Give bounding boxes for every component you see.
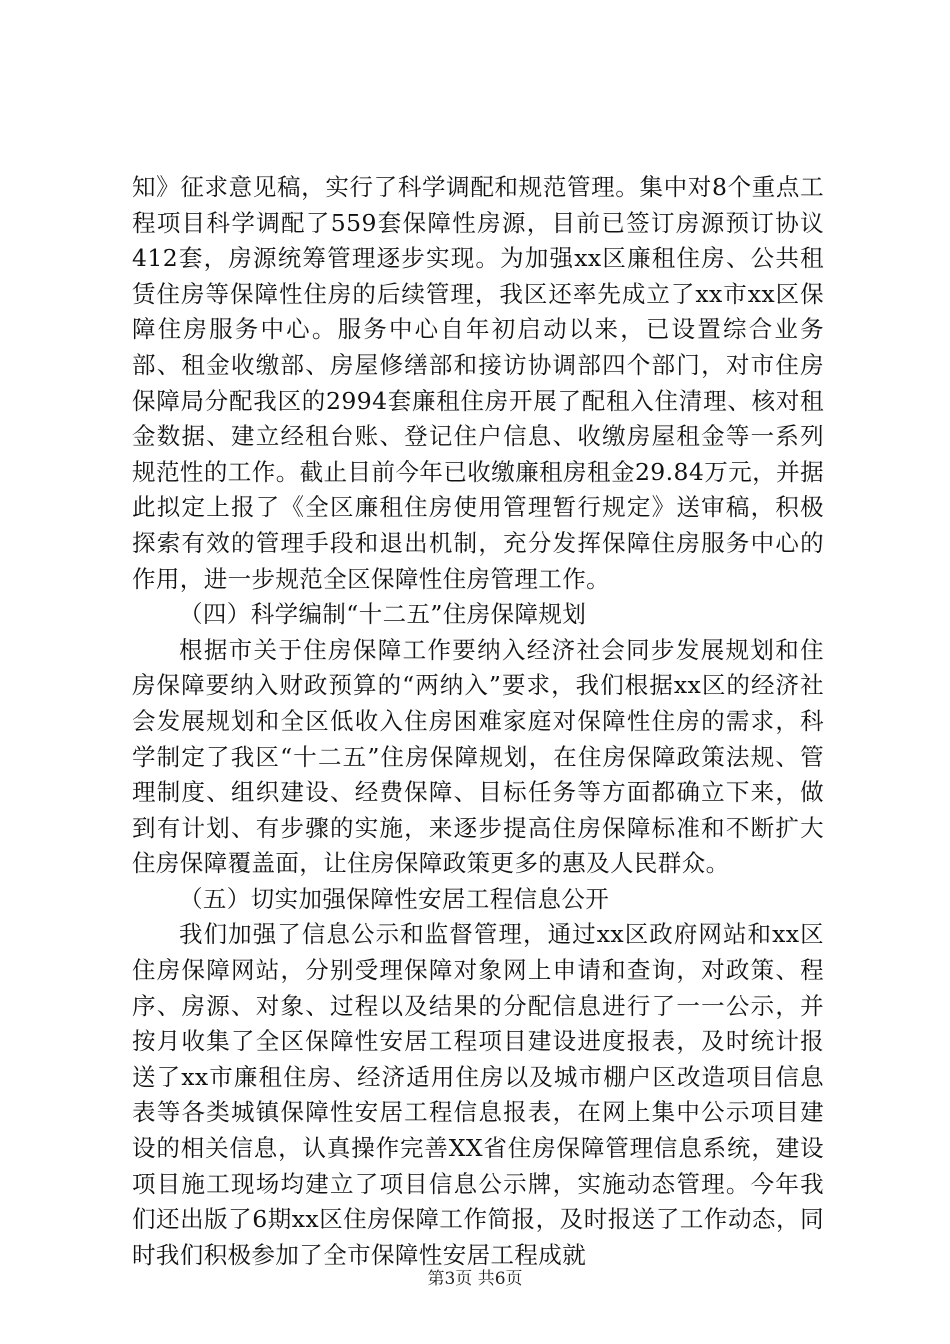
page-footer [0, 1268, 950, 1290]
page-number: 第3页 共6页 [427, 1269, 523, 1289]
paragraph-continuation: 知》征求意见稿，实行了科学调配和规范管理。集中对8个重点工程项目科学调配了559套保障性房源，目前已签订房源预订协议412套，房源统筹管理逐步实现。为加强xx区廉租住房、公共租赁住房等保障性住房的后续管理，我区还率先成立了xx市xx区保障住房服务中心。服务中心自年初启动以来，已设置综合业务部、租金收缴部、房屋修缮部和接访协调部四个部门，对市住房保障局分配我区的2994套廉租住房开展了配租入住清理、核对租金数据、建立经租台账、登记住户信息、收缴房屋租金等一系列规范性的工作。截止目前今年已收缴廉租房租金29.84万元，并据此拟定上报了《全区廉租住房使用管理暂行规定》送审稿，积极探索有效的管理手段和退出机制，充分发挥保障住房服务中心的作用，进一步规范全区保障性住房管理工作。 [132, 173, 824, 593]
document-body [132, 170, 824, 1273]
paragraph-planning: 根据市关于住房保障工作要纳入经济社会同步发展规划和住房保障要纳入财政预算的“两纳入”要求，我们根据xx区的经济社会发展规划和全区低收入住房困难家庭对保障性住房的需求，科学制定了我区“十二五”住房保障规划，在住房保障政策法规、管理制度、组织建设、经费保障、目标任务等方面都确立下来，做到有计划、有步骤的实施，来逐步提高住房保障标准和不断扩大住房保障覆盖面，让住房保障政策更多的惠及人民群众。 [132, 635, 824, 878]
section-heading-5: （五）切实加强保障性安居工程信息公开 [179, 884, 610, 913]
section-heading-4: （四）科学编制“十二五”住房保障规划 [179, 600, 587, 629]
paragraph-information-disclosure: 我们加强了信息公示和监督管理，通过xx区政府网站和xx区住房保障网站，分别受理保障对象网上申请和查询，对政策、程序、房源、对象、过程以及结果的分配信息进行了一一公示，并按月收集了全区保障性安居工程项目建设进度报表，及时统计报送了xx市廉租住房、经济适用住房以及城市棚户区改造项目信息表等各类城镇保障性安居工程信息报表，在网上集中公示项目建设的相关信息，认真操作完善XX省住房保障管理信息系统，建设项目施工现场均建立了项目信息公示牌，实施动态管理。今年我们还出版了6期xx区住房保障工作简报，及时报送了工作动态，同时我们积极参加了全市保障性安居工程成就 [132, 920, 824, 1269]
